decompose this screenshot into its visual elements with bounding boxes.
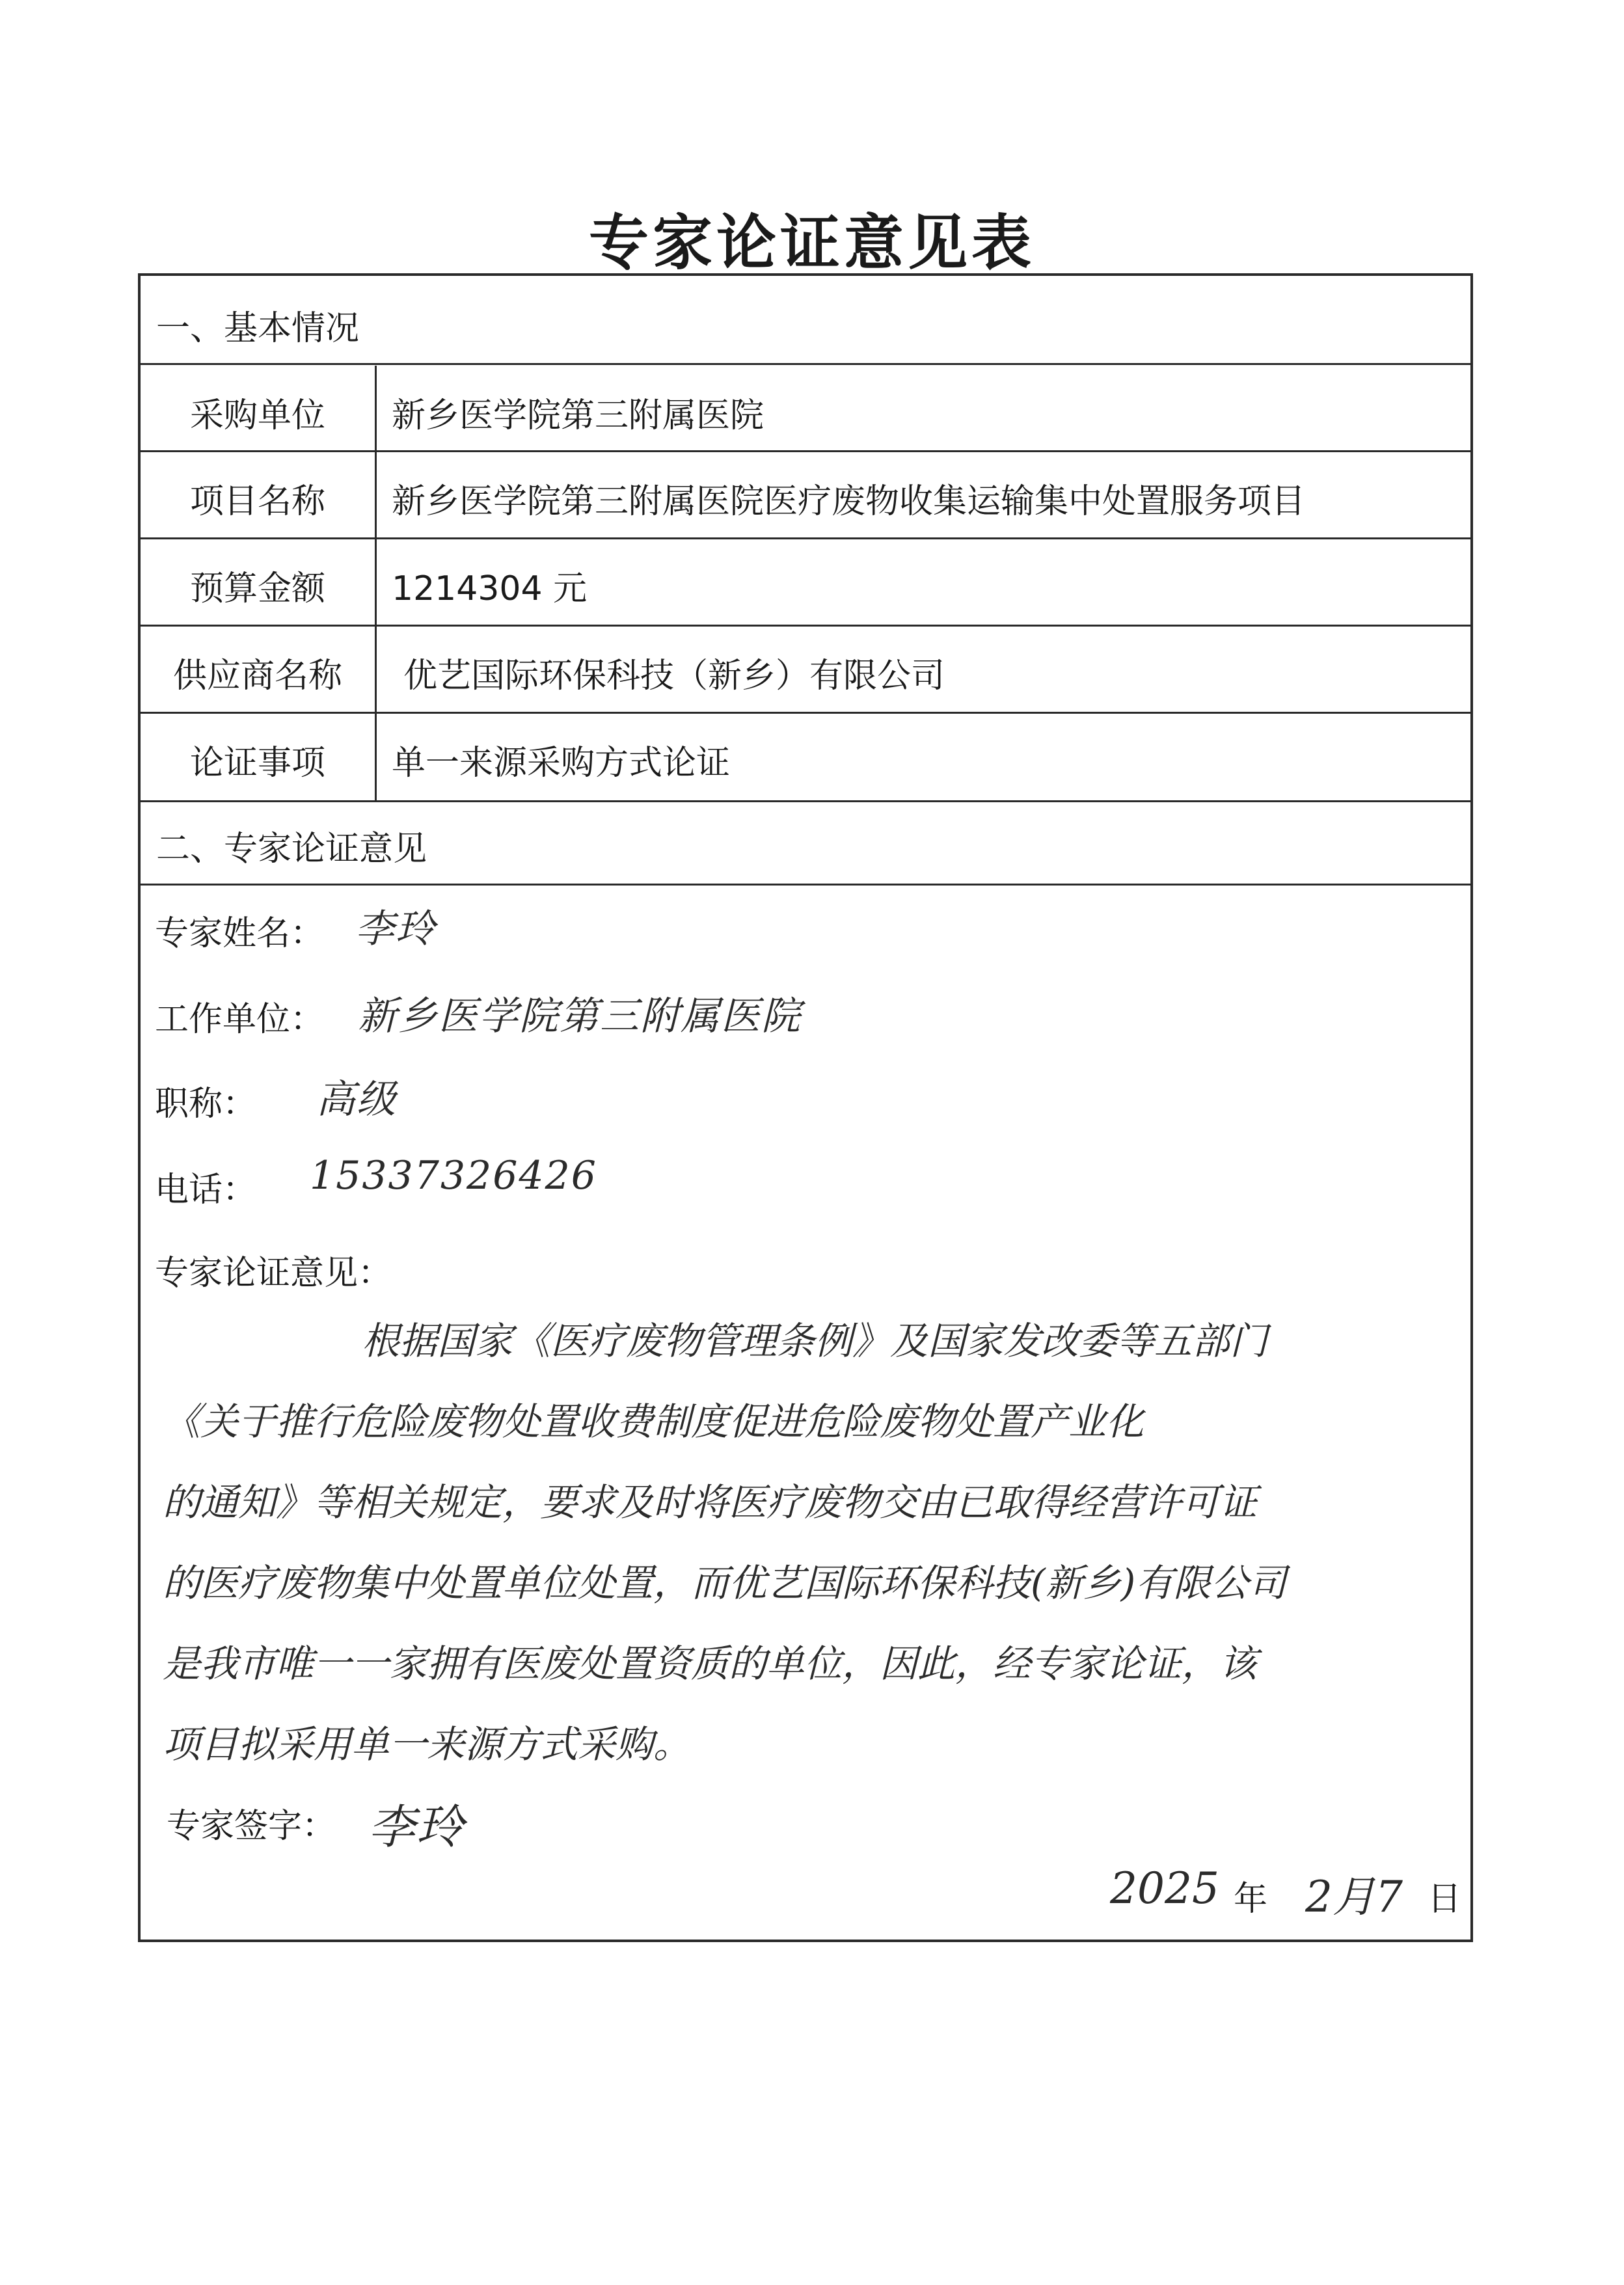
expert-opinion-label: 专家论证意见： bbox=[155, 1254, 392, 1293]
row-divider bbox=[141, 450, 1470, 452]
supplier-name-value: 优艺国际环保科技（新乡）有限公司 bbox=[403, 656, 945, 696]
expert-signature-label: 专家签字： bbox=[167, 1807, 336, 1846]
date-year-unit: 年 bbox=[1234, 1880, 1268, 1919]
expert-signature-handwritten: 李玲 bbox=[368, 1800, 465, 1854]
opinion-line: 的通知》等相关规定，要求及时将医疗废物交由已取得经营许可证 bbox=[163, 1480, 1258, 1524]
row-divider bbox=[141, 800, 1470, 802]
date-month-day-handwritten: 2月7 bbox=[1305, 1872, 1403, 1922]
expert-name-label: 专家姓名： bbox=[155, 914, 325, 953]
procurement-unit-label: 采购单位 bbox=[189, 396, 325, 435]
work-unit-handwritten: 新乡医学院第三附属医院 bbox=[358, 994, 802, 1039]
date-day-unit: 日 bbox=[1428, 1880, 1462, 1919]
row-divider bbox=[141, 712, 1470, 714]
opinion-line: 的医疗废物集中处置单位处置，而优艺国际环保科技(新乡)有限公司 bbox=[163, 1561, 1287, 1605]
demonstration-item-value: 单一来源采购方式论证 bbox=[392, 744, 731, 783]
row-divider bbox=[141, 363, 1470, 365]
date-year-handwritten: 2025 bbox=[1110, 1863, 1219, 1913]
phone-handwritten: 15337326426 bbox=[310, 1153, 597, 1198]
job-title-handwritten: 高级 bbox=[316, 1077, 397, 1122]
opinion-line: 是我市唯一一家拥有医废处置资质的单位，因此，经专家论证，该 bbox=[163, 1642, 1258, 1686]
job-title-label: 职称： bbox=[155, 1085, 257, 1124]
phone-label: 电话： bbox=[155, 1170, 257, 1210]
procurement-unit-value: 新乡医学院第三附属医院 bbox=[392, 396, 765, 435]
row-divider bbox=[141, 884, 1470, 886]
expert-name-handwritten: 李玲 bbox=[355, 906, 436, 952]
section-basic-info-heading: 一、基本情况 bbox=[156, 309, 360, 348]
opinion-form-table bbox=[138, 273, 1473, 1942]
opinion-line: 《关于推行危险废物处置收费制度促进危险废物处置产业化 bbox=[163, 1399, 1144, 1444]
opinion-line: 根据国家《医疗废物管理条例》及国家发改委等五部门 bbox=[362, 1319, 1268, 1363]
budget-label: 预算金额 bbox=[189, 569, 325, 608]
section-expert-opinion-heading: 二、专家论证意见 bbox=[156, 830, 427, 869]
page-title: 专家论证意见表 bbox=[588, 208, 1035, 278]
budget-value: 1214304 元 bbox=[392, 569, 588, 608]
label-column-divider bbox=[375, 366, 377, 802]
demonstration-item-label: 论证事项 bbox=[189, 744, 325, 783]
work-unit-label: 工作单位： bbox=[155, 1000, 325, 1039]
project-name-label: 项目名称 bbox=[189, 482, 325, 521]
project-name-value: 新乡医学院第三附属医院医疗废物收集运输集中处置服务项目 bbox=[392, 482, 1306, 521]
row-divider bbox=[141, 537, 1470, 539]
opinion-line: 项目拟采用单一来源方式采购。 bbox=[163, 1722, 692, 1766]
supplier-name-label: 供应商名称 bbox=[172, 656, 342, 696]
row-divider bbox=[141, 625, 1470, 627]
